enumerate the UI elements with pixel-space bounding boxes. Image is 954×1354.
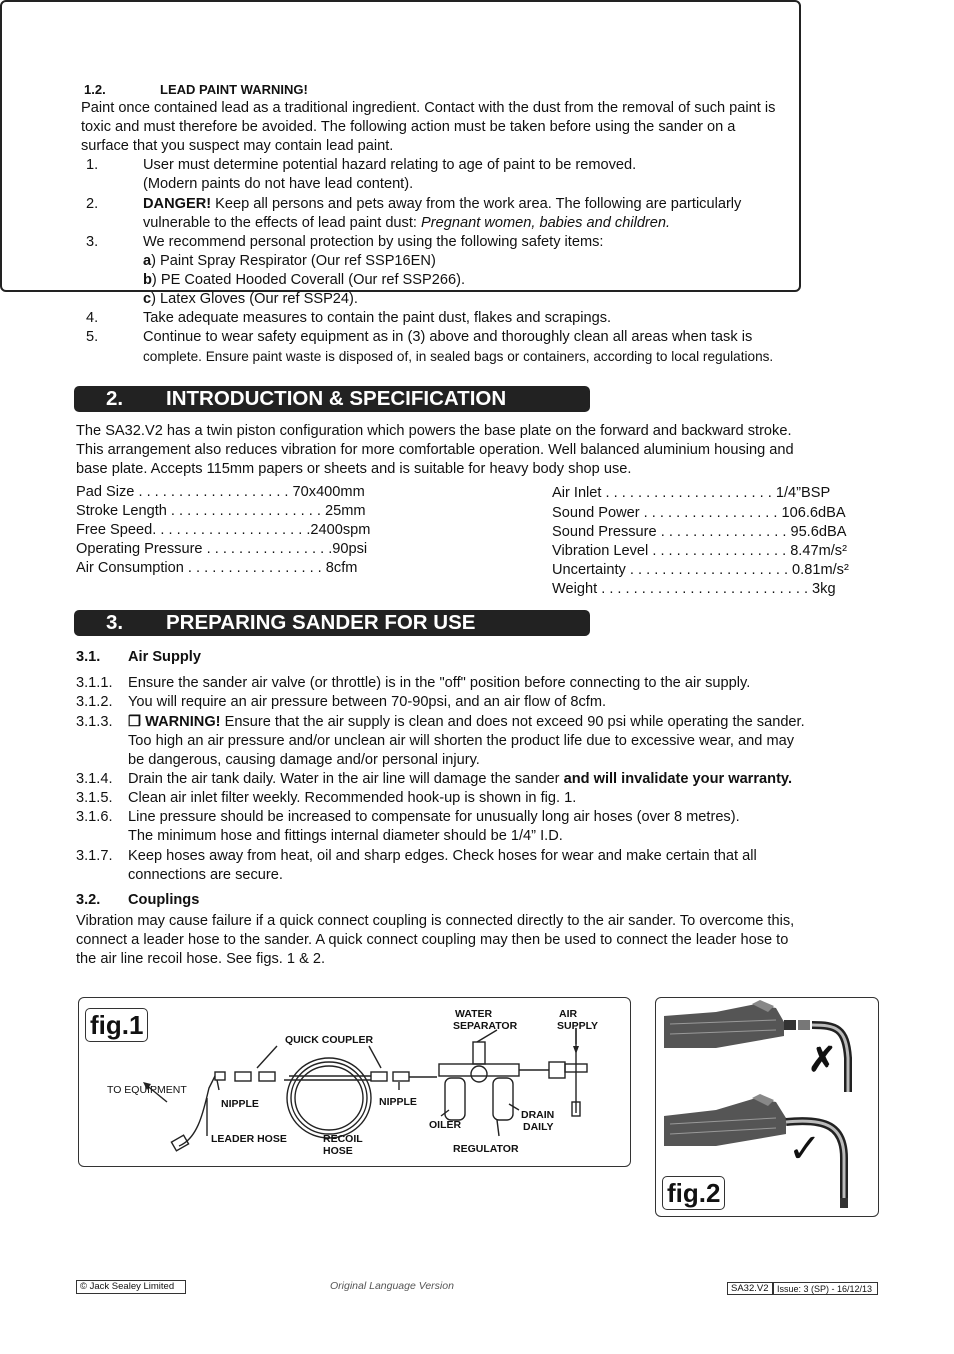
quick-coupler-left [259, 1072, 275, 1081]
warning-item-text: We recommend personal protection by using the following safety items: [143, 234, 604, 250]
footer-issue: Issue: 3 (SP) - 16/12/13 [773, 1282, 878, 1295]
warning-item-text: User must determine potential hazard relating to age of paint to be removed. [143, 157, 637, 173]
spec-row: Weight . . . . . . . . . . . . . . . . . . . . . . . . . . 3kg [552, 581, 836, 597]
ppe-letter: c [143, 291, 152, 307]
recoil-hose-coil [287, 1058, 371, 1138]
label-water: WATER [455, 1008, 493, 1020]
label-oiler: OILER [429, 1119, 462, 1131]
warning-item-number: 2. [86, 196, 99, 212]
step-number: 3.1.5. [76, 790, 113, 806]
spec-row: Free Speed. . . . . . . . . . . . . . . . . . . .2400spm [76, 522, 371, 538]
pressure-gauge [471, 1066, 487, 1082]
step-number: 3.1.1. [76, 675, 113, 691]
warning-label: ❒ WARNING! [128, 714, 221, 730]
label-leader-hose: LEADER HOSE [211, 1133, 287, 1145]
step-text: Ensure the sander air valve (or throttle) is in the "off" position before connecting to the air supply. [128, 675, 751, 691]
step-number: 3.1.3. [76, 714, 113, 730]
warning-item-number: 5. [86, 329, 99, 345]
step-text-run: Drain the air tank daily. Water in the air line will damage the sander [128, 771, 564, 787]
label-recoil: RECOIL [323, 1133, 363, 1145]
step-text: Keep hoses away from heat, oil and sharp edges. Check hoses for wear and make certain that all [128, 848, 757, 864]
subsection-title: Air Supply [128, 649, 201, 665]
ppe-item [143, 290, 358, 309]
label-nipple: NIPPLE [221, 1098, 259, 1110]
vulnerable-groups: Pregnant women, babies and children. [421, 215, 671, 231]
warning-intro-line: surface that you suspect may contain lead paint. [81, 138, 394, 154]
step-text: Too high an air pressure and/or unclean air will shorten the product life due to excessive wear, and may [128, 733, 795, 749]
nipple-left-fitting [215, 1072, 225, 1080]
spec-row: Pad Size . . . . . . . . . . . . . . . . . . . 70x400mm [76, 484, 365, 500]
step-text: be dangerous, causing damage and/or personal injury. [128, 752, 480, 768]
ppe-text: ) PE Coated Hooded Coverall (Our ref SSP266). [151, 272, 466, 288]
ppe-letter: b [143, 272, 152, 288]
ppe-text: ) Paint Spray Respirator (Our ref SSP16EN) [151, 253, 436, 269]
label-nipple-2: NIPPLE [379, 1096, 417, 1108]
danger-label: DANGER! [143, 196, 212, 212]
warning-intro-line: toxic and must therefore be avoided. The following action must be taken before using the sander on a [81, 119, 736, 135]
label-separator: SEPARATOR [453, 1020, 518, 1032]
spec-row: Operating Pressure . . . . . . . . . . . . . . . .90psi [76, 541, 368, 557]
fig1-diagram [78, 997, 631, 1167]
label-to-equipment: TO EQUIPMENT [107, 1084, 187, 1096]
warning-item-text-run: vulnerable to the effects of lead paint dust: [143, 215, 422, 231]
ppe-item [143, 252, 436, 271]
step-text: Clean air inlet filter weekly. Recommended hook-up is shown in fig. 1. [128, 790, 577, 806]
air-supply-valve [549, 1062, 565, 1078]
subsection-number: 3.1. [76, 649, 101, 665]
warranty-note: and will invalidate your warranty. [563, 771, 793, 787]
step-text: The minimum hose and fittings internal diameter should be 1/4” I.D. [128, 828, 563, 844]
couplings-paragraph-line: the air line recoil hose. See figs. 1 & 2. [76, 951, 326, 967]
step-number: 3.1.2. [76, 694, 113, 710]
fig1-label: fig.1 [85, 1008, 148, 1042]
section-number: 3. [106, 611, 124, 634]
nipple-right [393, 1072, 409, 1081]
label-regulator: REGULATOR [453, 1143, 519, 1155]
nipple-left-a [235, 1072, 251, 1081]
subsection-number: 3.2. [76, 892, 101, 908]
label-daily: DAILY [523, 1121, 554, 1133]
check-mark-icon: ✓ [788, 1127, 822, 1171]
label-drain: DRAIN [521, 1109, 555, 1121]
subsection-title: Couplings [128, 892, 200, 908]
step-text: Line pressure should be increased to compensate for unusually long air hoses (over 8 metres). [128, 809, 740, 825]
fig2-diagram [655, 997, 879, 1217]
spec-row: Air Inlet . . . . . . . . . . . . . . . . . . . . . 1/4”BSP [552, 485, 831, 501]
intro-paragraph-line: This arrangement also reduces vibration for more comfortable operation. Well balanced aluminium housing and [76, 442, 794, 458]
warning-item-number: 3. [86, 234, 99, 250]
warning-intro-line: Paint once contained lead as a traditional ingredient. Contact with the dust from the removal of such paint is [81, 100, 776, 116]
spec-row: Air Consumption . . . . . . . . . . . . . . . . . 8cfm [76, 560, 358, 576]
warning-item-number: 4. [86, 310, 99, 326]
couplings-paragraph-line: connect a leader hose to the sander. A quick connect coupling may then be used to connect the leader hose to [76, 932, 789, 948]
footer-model: SA32.V2 [727, 1282, 773, 1295]
section-number: 2. [106, 387, 124, 410]
ppe-item [143, 271, 465, 290]
step-number: 3.1.6. [76, 809, 113, 825]
warning-item-text [143, 195, 741, 214]
warning-item-text: Continue to wear safety equipment as in (3) above and thoroughly clean all areas when task is [143, 329, 753, 345]
section-title: PREPARING SANDER FOR USE [166, 611, 476, 634]
quick-coupler-right [371, 1072, 387, 1081]
equipment-end-fitting [171, 1135, 188, 1151]
intro-paragraph-line: The SA32.V2 has a twin piston configuration which powers the base plate on the forward and backward stroke. [76, 423, 792, 439]
step-text [128, 713, 805, 732]
step-number: 3.1.7. [76, 848, 113, 864]
wrong-mark-icon: ✗ [808, 1041, 837, 1079]
warning-item-text: Take adequate measures to contain the paint dust, flakes and scrapings. [143, 310, 612, 326]
section-title: INTRODUCTION & SPECIFICATION [166, 387, 507, 410]
step-text-run: Ensure that the air supply is clean and does not exceed 90 psi while operating the sander. [220, 714, 805, 730]
spec-row: Uncertainty . . . . . . . . . . . . . . . . . . . . 0.81m/s² [552, 562, 849, 578]
warning-item-text: complete. Ensure paint waste is disposed of, in sealed bags or containers, according to local regulations. [143, 349, 774, 364]
spec-row: Sound Pressure . . . . . . . . . . . . . . . . 95.6dBA [552, 524, 847, 540]
label-air: AIR [559, 1008, 578, 1020]
step-text: connections are secure. [128, 867, 283, 883]
warning-heading: LEAD PAINT WARNING! [160, 82, 308, 97]
section-3-header [74, 610, 590, 636]
warning-item-text-run: Keep all persons and pets away from the work area. The following are particularly [211, 196, 742, 212]
ppe-text: ) Latex Gloves (Our ref SSP24). [151, 291, 358, 307]
intro-paragraph-line: base plate. Accepts 115mm papers or sheets and is suitable for heavy body shop use. [76, 461, 632, 477]
oiler-bowl [445, 1078, 465, 1120]
fig2-label: fig.2 [662, 1176, 725, 1210]
step-number: 3.1.4. [76, 771, 113, 787]
warning-item-number: 1. [86, 157, 99, 173]
step-text: You will require an air pressure between 70-90psi, and an air flow of 8cfm. [128, 694, 607, 710]
ppe-letter: a [143, 253, 152, 269]
spec-row: Stroke Length . . . . . . . . . . . . . . . . . . . 25mm [76, 503, 366, 519]
step-text [128, 770, 792, 789]
label-supply: SUPPLY [557, 1020, 599, 1032]
label-hose: HOSE [323, 1145, 353, 1157]
warning-item-text [143, 214, 670, 233]
couplings-paragraph-line: Vibration may cause failure if a quick connect coupling is connected directly to the air sander. To overcome this, [76, 913, 795, 929]
spec-row: Sound Power . . . . . . . . . . . . . . . . . 106.6dBA [552, 505, 846, 521]
warning-item-text: (Modern paints do not have lead content). [143, 176, 414, 192]
regulator-knob [473, 1042, 485, 1064]
warning-heading-number: 1.2. [84, 82, 106, 97]
section-2-header [74, 386, 590, 412]
footer-copyright: © Jack Sealey Limited [76, 1280, 186, 1294]
label-quick-coupler: QUICK COUPLER [285, 1034, 374, 1046]
spec-row: Vibration Level . . . . . . . . . . . . . . . . . 8.47m/s² [552, 543, 847, 559]
water-separator-bowl [493, 1078, 513, 1120]
footer-language: Original Language Version [330, 1280, 454, 1292]
